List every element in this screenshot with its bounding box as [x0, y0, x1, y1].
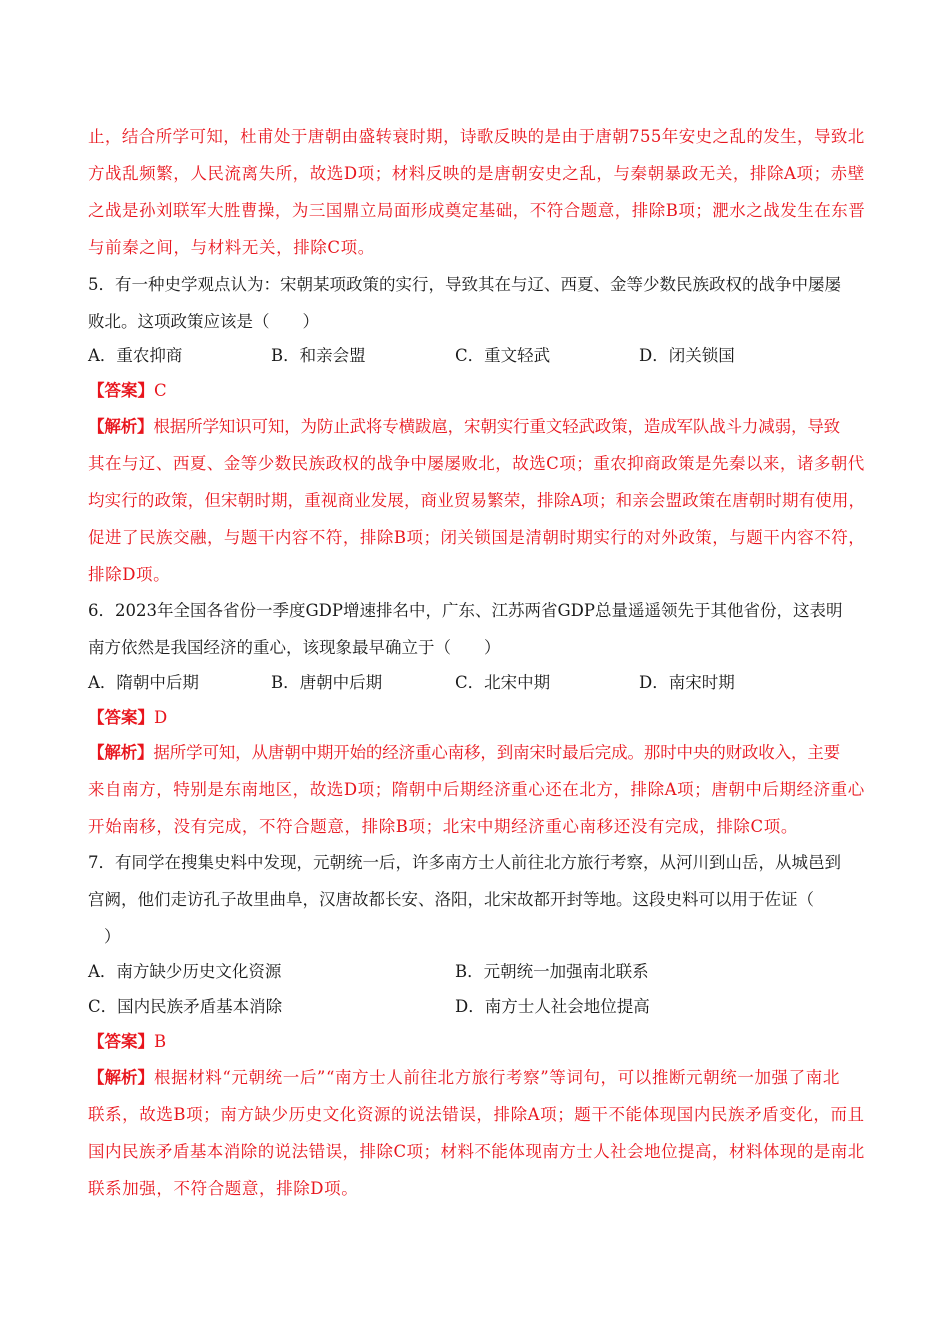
- answer-value: D: [154, 708, 168, 727]
- answer-tag: 【答案】: [88, 708, 154, 727]
- explanation-text: 据所学可知，从唐朝中期开始的经济重心南移，到南宋时最后完成。那时中央的财政收入，主要: [153, 743, 841, 762]
- question-6-explanation: [88, 742, 840, 764]
- explanation-continued-line: 之战是孙刘联军大胜曹操，为三国鼎立局面形成奠定基础，不符合题意，排除B项；淝水之战发生在东晋: [88, 201, 866, 220]
- question-5-stem: 5．有一种史学观点认为：宋朝某项政策的实行，导致其在与辽、西夏、金等少数民族政权的战争中屡屡: [88, 275, 841, 294]
- answer-value: B: [154, 1032, 167, 1051]
- answer-tag: 【答案】: [88, 381, 154, 400]
- question-7-option-d: D．南方士人社会地位提高: [455, 997, 650, 1016]
- question-7-answer: [88, 1031, 167, 1053]
- question-7-explanation: [88, 1067, 840, 1089]
- question-5-option-d: D．闭关锁国: [639, 346, 735, 365]
- question-6-option-d: D．南宋时期: [639, 673, 735, 692]
- question-6-stem: 6．2023年全国各省份一季度GDP增速排名中，广东、江苏两省GDP总量遥遥领先于其他省份，这表明: [88, 601, 843, 620]
- explanation-line: 联系加强，不符合题意，排除D项。: [88, 1179, 359, 1198]
- explanation-text: 根据所学知识可知，为防止武将专横跋扈，宋朝实行重文轻武政策，造成军队战斗力减弱，导致: [153, 417, 841, 436]
- explanation-line: 联系，故选B项；南方缺少历史文化资源的说法错误，排除A项；题干不能体现国内民族矛盾变化，而且: [88, 1105, 865, 1124]
- explanation-line: 其在与辽、西夏、金等少数民族政权的战争中屡屡败北，故选C项；重农抑商政策是先秦以来，诸多朝代: [88, 454, 865, 473]
- explanation-tag: 【解析】: [88, 417, 154, 436]
- question-6-option-c: C．北宋中期: [455, 673, 551, 692]
- answer-value: C: [154, 381, 168, 400]
- explanation-continued-line: 止，结合所学可知，杜甫处于唐朝由盛转衰时期，诗歌反映的是由于唐朝755年安史之乱的发生，导致北: [88, 127, 865, 146]
- explanation-line: 均实行的政策，但宋朝时期，重视商业发展，商业贸易繁荣，排除A项；和亲会盟政策在唐朝时期有使用，: [88, 491, 866, 510]
- question-6-stem: 南方依然是我国经济的重心，该现象最早确立于（ ）: [88, 638, 501, 657]
- question-5-option-a: A．重农抑商: [88, 346, 183, 365]
- question-5-option-c: C．重文轻武: [455, 346, 551, 365]
- question-7-stem: ）: [104, 927, 121, 946]
- question-5-stem: 败北。这项政策应该是（ ）: [88, 312, 319, 331]
- question-5-explanation: [88, 416, 840, 438]
- explanation-line: 开始南移，没有完成，不符合题意，排除B项；北宋中期经济重心南移还没有完成，排除C项。: [88, 817, 798, 836]
- explanation-tag: 【解析】: [88, 1068, 154, 1087]
- explanation-line: 国内民族矛盾基本消除的说法错误，排除C项；材料不能体现南方士人社会地位提高，材料体现的是南北: [88, 1142, 865, 1161]
- question-5-option-b: B．和亲会盟: [271, 346, 366, 365]
- question-5-answer: [88, 380, 167, 402]
- explanation-tag: 【解析】: [88, 743, 154, 762]
- question-6-option-b: B．唐朝中后期: [271, 673, 383, 692]
- explanation-line: 促进了民族交融，与题干内容不符，排除B项；闭关锁国是清朝时期实行的对外政策，与题干内容不符，: [88, 528, 866, 547]
- question-7-stem: 宫阙，他们走访孔子故里曲阜，汉唐故都长安、洛阳，北宋故都开封等地。这段史料可以用于佐证（: [88, 890, 814, 909]
- question-6-answer: [88, 707, 168, 729]
- explanation-continued-line: 方战乱频繁，人民流离失所，故选D项；材料反映的是唐朝安史之乱，与秦朝暴政无关，排除A项；赤壁: [88, 164, 865, 183]
- explanation-line: 来自南方，特别是东南地区，故选D项；隋朝中后期经济重心还在北方，排除A项；唐朝中后期经济重心: [88, 780, 865, 799]
- answer-tag: 【答案】: [88, 1032, 154, 1051]
- question-7-option-c: C．国内民族矛盾基本消除: [88, 997, 283, 1016]
- explanation-line: 排除D项。: [88, 565, 171, 584]
- explanation-continued-line: 与前秦之间，与材料无关，排除C项。: [88, 238, 375, 257]
- question-6-option-a: A．隋朝中后期: [88, 673, 199, 692]
- explanation-text: 根据材料“元朝统一后”“南方士人前往北方旅行考察”等词句，可以推断元朝统一加强了南北: [154, 1068, 840, 1087]
- question-7-option-a: A．南方缺少历史文化资源: [88, 962, 282, 981]
- question-7-option-b: B．元朝统一加强南北联系: [455, 962, 649, 981]
- question-7-stem: 7．有同学在搜集史料中发现，元朝统一后，许多南方士人前往北方旅行考察，从河川到山岳，从城邑到: [88, 853, 841, 872]
